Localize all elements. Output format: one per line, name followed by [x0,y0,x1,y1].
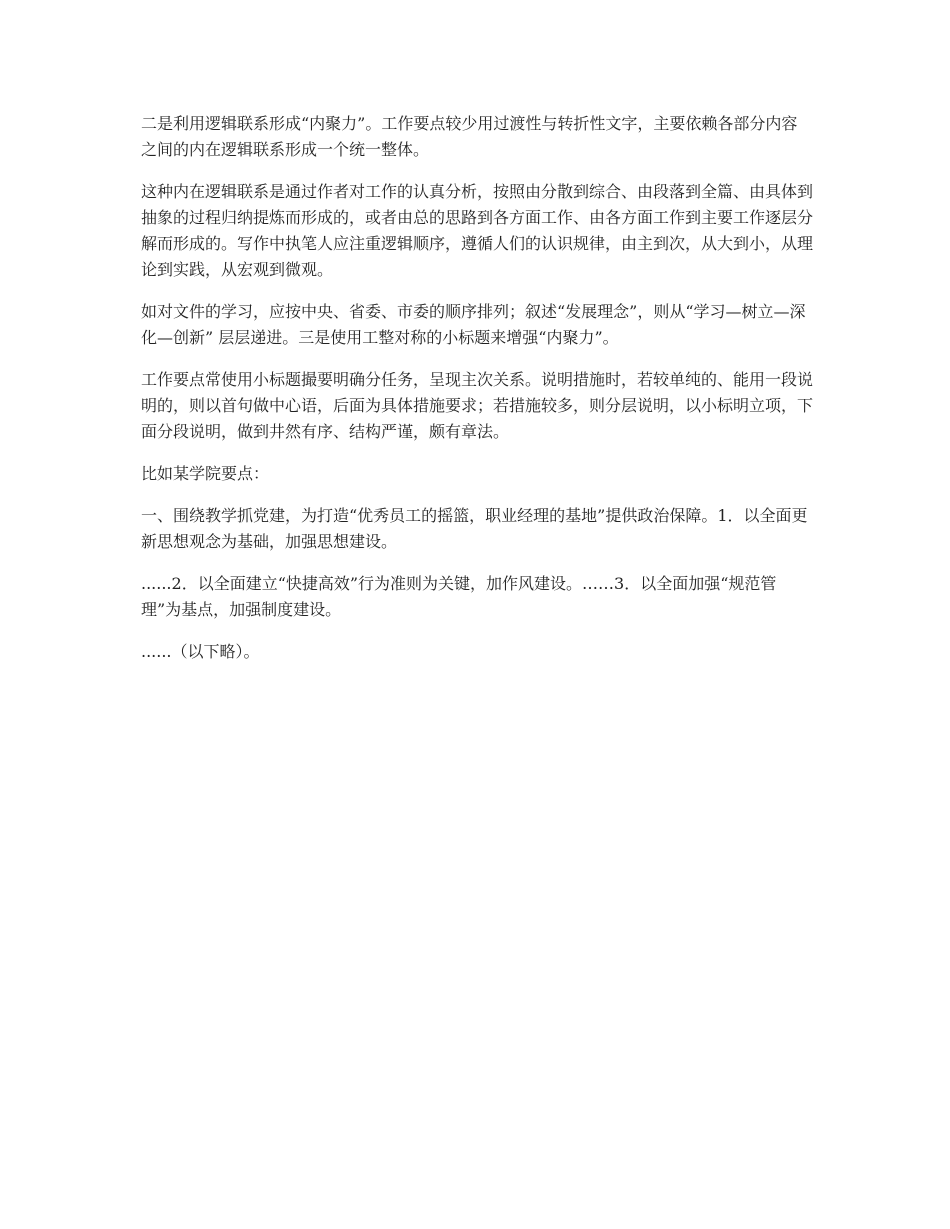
paragraph-5: 比如某学院要点： [141,464,270,483]
paragraph-1: 二是利用逻辑联系形成“内聚力”。工作要点较少用过渡性与转折性文字，主要依赖各部分内容之间的内在逻辑联系形成一个统一整体。 [141,114,798,159]
paragraph-4: 工作要点常使用小标题撮要明确分任务，呈现主次关系。说明措施时，若较单纯的、能用一段说明的，则以首句做中心语，后面为具体措施要求；若措施较多，则分层说明，以小标明立项，下面分段说明，做到井然有序、结构严谨，颇有章法。 [141,370,814,441]
paragraph-6: 一、围绕教学抓党建，为打造“优秀员工的摇篮，职业经理的基地”提供政治保障。1．以全面更新思想观念为基础，加强思想建设。 [141,506,808,551]
paragraph-8: ......（以下略）。 [141,642,260,661]
paragraph-2: 这种内在逻辑联系是通过作者对工作的认真分析，按照由分散到综合、由段落到全篇、由具体到抽象的过程归纳提炼而形成的，或者由总的思路到各方面工作、由各方面工作到主要工作逐层分解而形成的。写作中执笔人应注重逻辑顺序，遵循人们的认识规律，由主到次，从大到小，从理论到实践，从宏观到微观。 [141,182,814,279]
paragraph-7: ......2．以全面建立“快捷高效”行为准则为关键，加作风建设。……3．以全面加强“规范管理”为基点，加强制度建设。 [141,574,777,619]
paragraph-3: 如对文件的学习，应按中央、省委、市委的顺序排列；叙述“发展理念”，则从“学习—树立—深化—创新” 层层递进。三是使用工整对称的小标题来增强“内聚力”。 [141,302,806,347]
document-page [141,111,813,681]
